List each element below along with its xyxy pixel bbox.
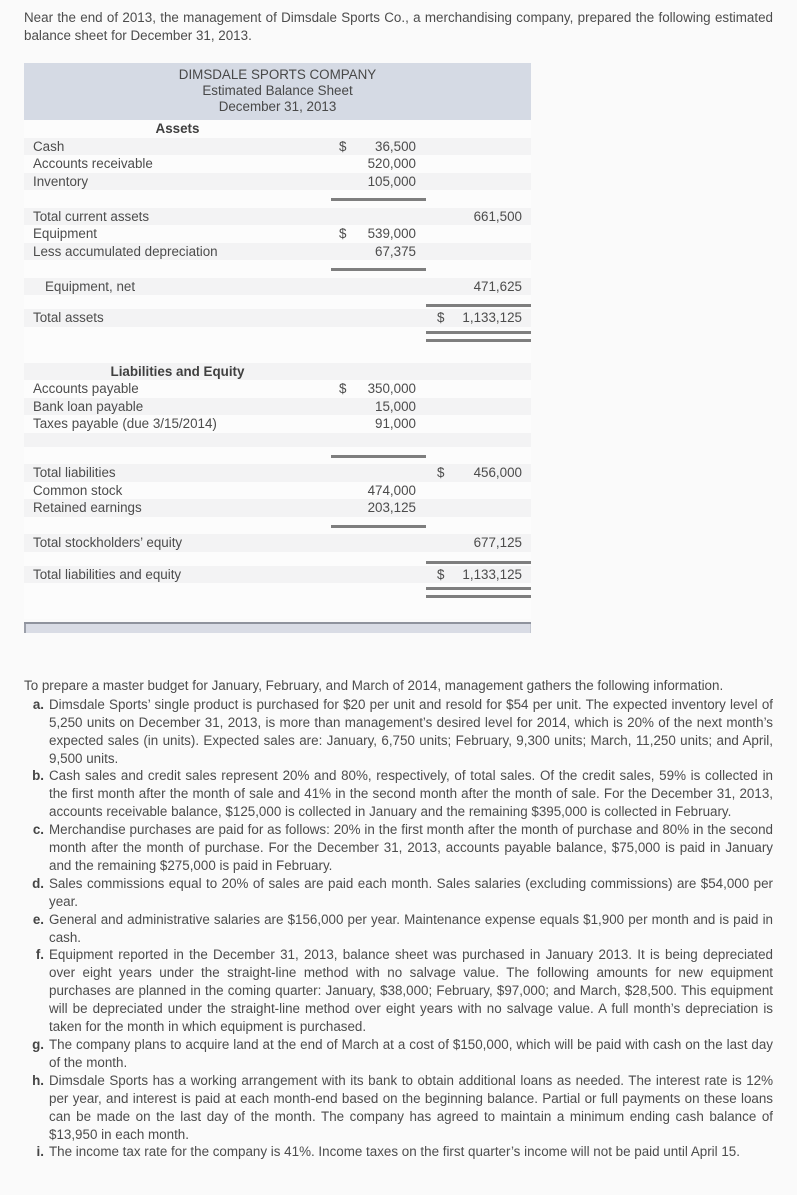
mid-rule-cell bbox=[331, 260, 426, 278]
double-underline bbox=[426, 339, 531, 342]
right-amount-cell bbox=[426, 482, 531, 500]
balance-sheet-row bbox=[24, 482, 531, 500]
mid-amount-cell bbox=[331, 380, 426, 398]
row-label: Inventory bbox=[33, 173, 89, 189]
balance-sheet-row bbox=[24, 327, 531, 349]
mid-amount: 539,000 bbox=[367, 226, 416, 242]
mid-amount: 350,000 bbox=[367, 381, 416, 397]
right-amount-cell bbox=[426, 208, 531, 226]
dollar-sign: $ bbox=[437, 465, 445, 481]
right-amount-cell bbox=[426, 309, 531, 327]
info-item-text: The company plans to acquire land at the end of March at a cost of $150,000, which will be paid with cash on the last day of the month. bbox=[49, 1037, 773, 1070]
mid-amount-cell bbox=[331, 415, 426, 433]
amount-cell bbox=[331, 120, 426, 138]
balance-sheet-row bbox=[24, 499, 531, 517]
balance-sheet-row bbox=[24, 583, 531, 605]
info-item-letter: c. bbox=[32, 822, 44, 838]
balance-sheet-row bbox=[24, 190, 531, 208]
right-rule-cell bbox=[426, 327, 531, 349]
right-rule-cell bbox=[426, 552, 531, 566]
balance-sheet-row bbox=[24, 155, 531, 173]
row-label: Equipment bbox=[33, 226, 98, 242]
info-item-letter: h. bbox=[32, 1072, 44, 1088]
statement-title: Estimated Balance Sheet bbox=[202, 83, 353, 99]
double-underline bbox=[426, 587, 531, 590]
amount-cell bbox=[426, 517, 531, 535]
mid-amount: 105,000 bbox=[367, 173, 416, 189]
balance-sheet-row bbox=[24, 534, 531, 552]
single-underline bbox=[426, 561, 531, 564]
mid-amount-cell bbox=[331, 225, 426, 243]
info-item-text: Cash sales and credit sales represent 20% and 80%, respectively, of total sales. Of the credit sales, 59% is collected in the first month after the month of sale and 41% in the second month after the month of sale. For the December 31, 2013, accounts receivable balance, $125,000 is collected in January and the remaining $395,000 is collected in February. bbox=[49, 768, 773, 820]
balance-sheet-row bbox=[24, 363, 531, 381]
info-item-text: The income tax rate for the company is 41%. Income taxes on the first quarter’s income will not be paid until April 15. bbox=[49, 1144, 740, 1160]
balance-sheet-rows bbox=[24, 120, 531, 619]
info-intro: To prepare a master budget for January, February, and March of 2014, management gathers the following information. bbox=[24, 678, 724, 694]
single-underline bbox=[331, 525, 426, 528]
right-amount-cell bbox=[426, 566, 531, 584]
row-label: Taxes payable (due 3/15/2014) bbox=[33, 416, 217, 432]
mid-amount: 91,000 bbox=[375, 416, 416, 432]
section-heading: Assets bbox=[155, 121, 200, 137]
right-amount-cell bbox=[426, 225, 531, 243]
mid-amount-cell bbox=[331, 309, 426, 327]
info-item-letter: g. bbox=[32, 1037, 44, 1052]
balance-sheet-row bbox=[24, 173, 531, 191]
right-amount: 471,625 bbox=[473, 278, 522, 294]
row-label: Total liabilities and equity bbox=[33, 566, 182, 582]
balance-sheet-row bbox=[24, 605, 531, 619]
horizontal-scrollbar[interactable] bbox=[24, 622, 531, 633]
right-amount-cell bbox=[426, 138, 531, 156]
balance-sheet-row bbox=[24, 447, 531, 465]
mid-amount-cell bbox=[331, 464, 426, 482]
balance-sheet-row bbox=[24, 120, 531, 138]
mid-amount: 67,375 bbox=[375, 243, 416, 259]
info-item-letter: i. bbox=[36, 1144, 44, 1160]
right-amount-cell bbox=[426, 173, 531, 191]
balance-sheet-row bbox=[24, 349, 531, 363]
double-underline bbox=[426, 595, 531, 598]
info-item-letter: d. bbox=[32, 875, 44, 891]
section-heading: Liabilities and Equity bbox=[110, 363, 245, 379]
info-item bbox=[24, 946, 773, 1036]
row-label: Total current assets bbox=[33, 208, 150, 224]
balance-sheet-row bbox=[24, 464, 531, 482]
info-item bbox=[24, 1036, 773, 1072]
info-item bbox=[24, 767, 773, 821]
right-amount-cell bbox=[426, 278, 531, 296]
amount-cell bbox=[331, 327, 426, 349]
right-amount-cell bbox=[426, 499, 531, 517]
mid-amount-cell bbox=[331, 398, 426, 416]
info-item-letter: f. bbox=[35, 947, 44, 963]
scrollbar-thumb[interactable] bbox=[24, 624, 531, 633]
mid-amount: 36,500 bbox=[375, 138, 416, 154]
dollar-sign: $ bbox=[437, 310, 445, 326]
statement-date: December 31, 2013 bbox=[218, 99, 337, 115]
mid-amount-cell bbox=[331, 278, 426, 296]
row-label: Equipment, net bbox=[45, 278, 136, 294]
balance-sheet-row bbox=[24, 517, 531, 535]
amount-cell bbox=[331, 583, 426, 605]
amount-cell bbox=[426, 260, 531, 278]
mid-amount-cell bbox=[331, 482, 426, 500]
right-amount-cell bbox=[426, 155, 531, 173]
balance-sheet-row bbox=[24, 295, 531, 309]
amount-cell bbox=[426, 447, 531, 465]
row-label: Accounts receivable bbox=[33, 156, 153, 172]
info-item bbox=[24, 1143, 773, 1161]
balance-sheet-row bbox=[24, 566, 531, 584]
info-item bbox=[24, 911, 773, 947]
balance-sheet-row bbox=[24, 552, 531, 566]
right-amount-cell bbox=[426, 398, 531, 416]
row-label: Common stock bbox=[33, 482, 123, 498]
row-label: Accounts payable bbox=[33, 381, 139, 397]
mid-amount: 15,000 bbox=[375, 398, 416, 414]
amount-cell bbox=[426, 120, 531, 138]
mid-amount: 474,000 bbox=[367, 482, 416, 498]
amount-cell bbox=[426, 363, 531, 381]
info-item-text: Dimsdale Sports’ single product is purchased for $20 per unit and resold for $54 per unit. The expected inventory level of 5,250 units on December 31, 2013, is more than management’s desired level for 2014, which is 20% of the next month’s expected sales (in units). Expected sales are: January, 6,750 units; February, 9,300 units; March, 11,250 units; and April, 9,500 units. bbox=[49, 696, 773, 766]
balance-sheet-row bbox=[24, 260, 531, 278]
mid-rule-cell bbox=[331, 190, 426, 208]
dollar-sign: $ bbox=[339, 381, 347, 397]
mid-rule-cell bbox=[331, 447, 426, 465]
single-underline bbox=[331, 268, 426, 271]
info-item-text: General and administrative salaries are $156,000 per year. Maintenance expense equals $1,900 per month and is paid in cash. bbox=[49, 911, 773, 945]
info-item-text: Dimsdale Sports has a working arrangement with its bank to obtain additional loans as needed. The interest rate is 12% per year, and interest is paid at each month-end based on the beginning balance. Partial or full payments on these loans can be made on the last day of the month. The company has agreed to maintain a minimum ending cash balance of $13,950 in each month. bbox=[49, 1072, 773, 1142]
right-amount: 661,500 bbox=[473, 208, 522, 224]
info-item-text: Sales commissions equal to 20% of sales are paid each month. Sales salaries (excluding commissions) are $54,000 per year. bbox=[49, 875, 773, 909]
info-item-letter: a. bbox=[32, 696, 44, 712]
row-label: Total liabilities bbox=[33, 465, 116, 481]
dollar-sign: $ bbox=[437, 566, 445, 582]
info-item bbox=[24, 875, 773, 911]
right-amount-cell bbox=[426, 534, 531, 552]
right-amount: 456,000 bbox=[473, 465, 522, 481]
balance-sheet-row bbox=[24, 208, 531, 226]
mid-amount-cell bbox=[331, 243, 426, 261]
amount-cell bbox=[426, 190, 531, 208]
right-amount-cell bbox=[426, 243, 531, 261]
row-label: Bank loan payable bbox=[33, 398, 144, 414]
dollar-sign: $ bbox=[339, 138, 347, 154]
row-label: Retained earnings bbox=[33, 500, 142, 516]
single-underline bbox=[331, 455, 426, 458]
amount-cell bbox=[331, 295, 426, 309]
mid-amount: 203,125 bbox=[367, 500, 416, 516]
right-amount: 1,133,125 bbox=[462, 566, 522, 582]
mid-amount-cell bbox=[331, 155, 426, 173]
single-underline bbox=[331, 198, 426, 201]
row-label: Cash bbox=[33, 138, 65, 154]
mid-amount-cell bbox=[331, 534, 426, 552]
mid-amount-cell bbox=[331, 208, 426, 226]
amount-cell bbox=[331, 363, 426, 381]
right-rule-cell bbox=[426, 295, 531, 309]
balance-sheet-row bbox=[24, 380, 531, 398]
balance-sheet-row bbox=[24, 278, 531, 296]
dollar-sign: $ bbox=[339, 226, 347, 242]
balance-sheet bbox=[24, 63, 531, 633]
info-item-text: Equipment reported in the December 31, 2013, balance sheet was purchased in January 2013. It is being depreciated over eight years under the straight-line method with no salvage value. The following amounts for new equipment purchases are planned in the coming quarter: January, $38,000; February, $97,000; and March, $28,500. This equipment will be depreciated under the straight-line method over eight years with no salvage value. A full month’s depreciation is taken for the month in which equipment is purchased. bbox=[49, 947, 773, 1035]
info-item-letter: b. bbox=[32, 768, 44, 784]
mid-amount-cell bbox=[331, 138, 426, 156]
mid-amount: 520,000 bbox=[367, 156, 416, 172]
balance-sheet-row bbox=[24, 398, 531, 416]
balance-sheet-header bbox=[24, 63, 531, 120]
mid-amount-cell bbox=[331, 499, 426, 517]
balance-sheet-row bbox=[24, 309, 531, 327]
right-amount-cell bbox=[426, 464, 531, 482]
mid-amount-cell bbox=[331, 173, 426, 191]
info-item-text: Merchandise purchases are paid for as follows: 20% in the first month after the month of purchase and 80% in the second month after the month of purchase. For the December 31, 2013, accounts payable balance, $75,000 is paid in January and the remaining $275,000 is paid in February. bbox=[49, 822, 773, 873]
balance-sheet-row bbox=[24, 415, 531, 433]
mid-rule-cell bbox=[331, 517, 426, 535]
balance-sheet-row bbox=[24, 433, 531, 447]
row-label: Less accumulated depreciation bbox=[33, 243, 218, 259]
info-item bbox=[24, 696, 773, 768]
info-item bbox=[24, 1072, 773, 1144]
info-item bbox=[24, 821, 773, 875]
right-amount-cell bbox=[426, 380, 531, 398]
balance-sheet-row bbox=[24, 138, 531, 156]
right-amount-cell bbox=[426, 415, 531, 433]
amount-cell bbox=[331, 552, 426, 566]
intro-paragraph: Near the end of 2013, the management of Dimsdale Sports Co., a merchandising company, prepared the following estimated balance sheet for December 31, 2013. bbox=[24, 10, 773, 43]
info-item-letter: e. bbox=[32, 911, 44, 927]
single-underline bbox=[426, 304, 531, 307]
right-amount: 1,133,125 bbox=[462, 310, 522, 326]
double-underline bbox=[426, 331, 531, 334]
balance-sheet-row bbox=[24, 243, 531, 261]
info-list bbox=[24, 696, 773, 1162]
right-rule-cell bbox=[426, 583, 531, 605]
balance-sheet-row bbox=[24, 225, 531, 243]
row-label: Total assets bbox=[33, 310, 104, 326]
right-amount: 677,125 bbox=[473, 535, 522, 551]
row-label: Total stockholders’ equity bbox=[33, 535, 183, 551]
company-name: DIMSDALE SPORTS COMPANY bbox=[178, 67, 377, 83]
mid-amount-cell bbox=[331, 566, 426, 584]
